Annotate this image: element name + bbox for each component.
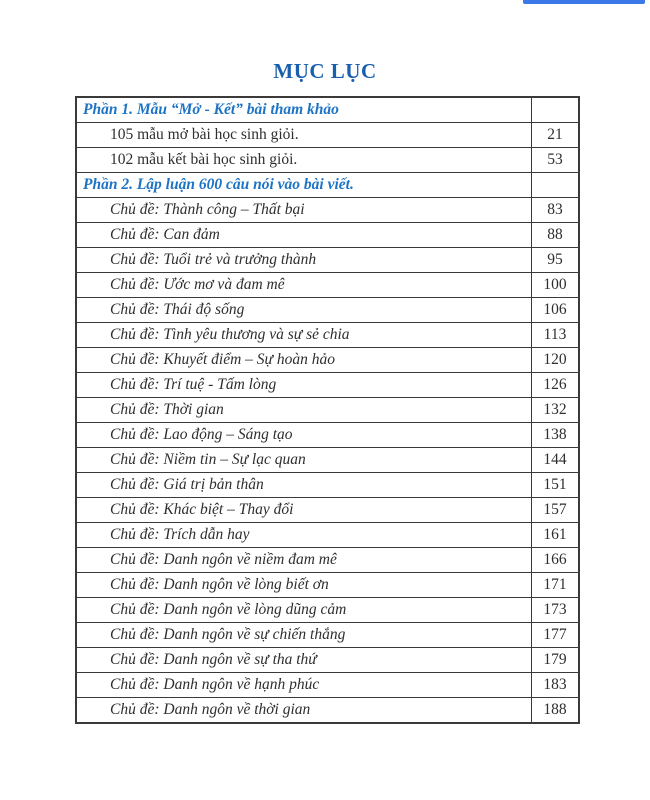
entry-page-number: 151: [532, 473, 580, 498]
entry-title: Chủ đề: Khác biệt – Thay đổi: [76, 498, 532, 523]
page-title: MỤC LỤC: [273, 59, 377, 83]
toc-entry-row: [76, 598, 579, 623]
entry-title: Chủ đề: Tình yêu thương và sự sẻ chia: [76, 323, 532, 348]
entry-title: 105 mẫu mở bài học sinh giỏi.: [76, 123, 532, 148]
entry-title: Chủ đề: Thời gian: [76, 398, 532, 423]
toc-entry-row: [76, 648, 579, 673]
entry-title: Chủ đề: Can đảm: [76, 223, 532, 248]
entry-page-number: 173: [532, 598, 580, 623]
toc-entry-row: [76, 498, 579, 523]
entry-title: Chủ đề: Lao động – Sáng tạo: [76, 423, 532, 448]
entry-page-number: 53: [532, 148, 580, 173]
toc-entry-row: [76, 198, 579, 223]
section-title: Phần 2. Lập luận 600 câu nói vào bài viết.: [76, 173, 532, 198]
table-of-contents: [75, 96, 580, 724]
entry-page-number: 106: [532, 298, 580, 323]
entry-title: Chủ đề: Tuổi trẻ và trưởng thành: [76, 248, 532, 273]
entry-page-number: 138: [532, 423, 580, 448]
toc-entry-row: [76, 523, 579, 548]
entry-page-number: 95: [532, 248, 580, 273]
entry-page-number: 188: [532, 698, 580, 724]
entry-title: Chủ đề: Danh ngôn về sự chiến thắng: [76, 623, 532, 648]
entry-page-number: 144: [532, 448, 580, 473]
entry-title: Chủ đề: Trí tuệ - Tấm lòng: [76, 373, 532, 398]
entry-title: 102 mẫu kết bài học sinh giỏi.: [76, 148, 532, 173]
section-header-row: [76, 173, 579, 198]
entry-page-number: 113: [532, 323, 580, 348]
entry-title: Chủ đề: Danh ngôn về thời gian: [76, 698, 532, 724]
entry-page-number: 132: [532, 398, 580, 423]
toc-entry-row: [76, 348, 579, 373]
entry-title: Chủ đề: Ước mơ và đam mê: [76, 273, 532, 298]
section-header-row: [76, 97, 579, 123]
entry-title: Chủ đề: Thành công – Thất bại: [76, 198, 532, 223]
entry-page-number: 183: [532, 673, 580, 698]
toc-entry-row: [76, 548, 579, 573]
toc-entry-row: [76, 448, 579, 473]
entry-title: Chủ đề: Niềm tin – Sự lạc quan: [76, 448, 532, 473]
toc-entry-row: [76, 398, 579, 423]
entry-page-number: 177: [532, 623, 580, 648]
entry-title: Chủ đề: Danh ngôn về hạnh phúc: [76, 673, 532, 698]
toc-entry-row: [76, 698, 579, 724]
entry-page-number: 179: [532, 648, 580, 673]
toc-entry-row: [76, 323, 579, 348]
entry-title: Chủ đề: Trích dẫn hay: [76, 523, 532, 548]
entry-title: Chủ đề: Thái độ sống: [76, 298, 532, 323]
toc-entry-row: [76, 123, 579, 148]
toc-entry-row: [76, 673, 579, 698]
entry-page-number: 88: [532, 223, 580, 248]
entry-title: Chủ đề: Danh ngôn về niềm đam mê: [76, 548, 532, 573]
entry-page-number: 157: [532, 498, 580, 523]
entry-title: Chủ đề: Danh ngôn về sự tha thứ: [76, 648, 532, 673]
entry-page-number: [532, 173, 580, 198]
entry-page-number: 166: [532, 548, 580, 573]
entry-title: Chủ đề: Danh ngôn về lòng dũng cảm: [76, 598, 532, 623]
toc-entry-row: [76, 148, 579, 173]
toc-entry-row: [76, 423, 579, 448]
toc-entry-row: [76, 373, 579, 398]
entry-page-number: 120: [532, 348, 580, 373]
toc-entry-row: [76, 223, 579, 248]
toc-entry-row: [76, 248, 579, 273]
clipped-blue-button-edge[interactable]: [523, 0, 645, 4]
entry-title: Chủ đề: Khuyết điểm – Sự hoàn hảo: [76, 348, 532, 373]
section-title: Phần 1. Mẫu “Mở - Kết” bài tham khảo: [76, 97, 532, 123]
entry-title: Chủ đề: Giá trị bản thân: [76, 473, 532, 498]
entry-page-number: 171: [532, 573, 580, 598]
entry-title: Chủ đề: Danh ngôn về lòng biết ơn: [76, 573, 532, 598]
toc-entry-row: [76, 573, 579, 598]
toc-entry-row: [76, 623, 579, 648]
toc-entry-row: [76, 298, 579, 323]
entry-page-number: 161: [532, 523, 580, 548]
entry-page-number: 83: [532, 198, 580, 223]
entry-page-number: 126: [532, 373, 580, 398]
entry-page-number: [532, 97, 580, 123]
entry-page-number: 100: [532, 273, 580, 298]
toc-entry-row: [76, 473, 579, 498]
entry-page-number: 21: [532, 123, 580, 148]
toc-entry-row: [76, 273, 579, 298]
